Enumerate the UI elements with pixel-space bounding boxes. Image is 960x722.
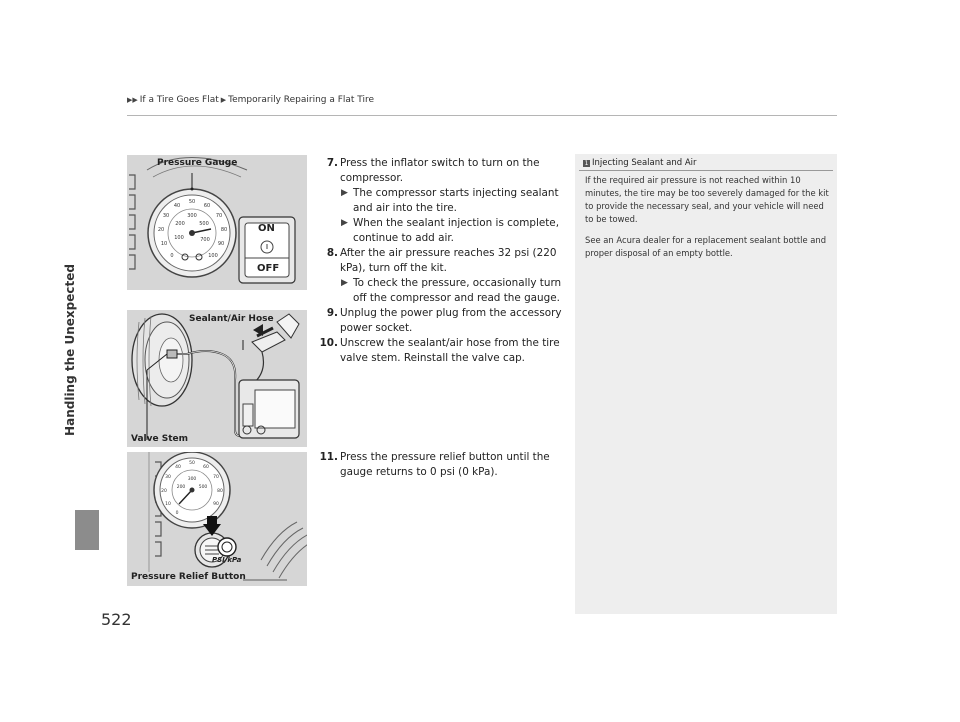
breadcrumb-item-flat-tire[interactable]: If a Tire Goes Flat xyxy=(139,95,219,105)
svg-text:0: 0 xyxy=(175,511,179,516)
breadcrumb-item-repair[interactable]: Temporarily Repairing a Flat Tire xyxy=(228,95,375,105)
chevron-right-icon: ▶ xyxy=(220,96,227,104)
pressure-relief-illustration xyxy=(127,452,307,586)
label-sealant-air-hose: Sealant/Air Hose xyxy=(189,314,274,324)
label-pressure-relief-button: Pressure Relief Button xyxy=(131,572,246,582)
svg-text:30: 30 xyxy=(162,213,170,219)
svg-text:200: 200 xyxy=(175,221,185,227)
substep: ▶ When the sealant injection is complete, continue to add air. xyxy=(341,217,559,244)
svg-text:50: 50 xyxy=(188,199,196,205)
psi-kpa-marking: PSI/kPa xyxy=(212,556,242,564)
switch-off-label: OFF xyxy=(257,263,280,274)
svg-text:80: 80 xyxy=(220,227,228,233)
step-10: 10. Unscrew the sealant/air hose from the tire valve stem. Reinstall the valve cap. xyxy=(319,337,560,364)
figure-pressure-relief xyxy=(127,452,307,586)
note-reference-icon: 1 xyxy=(584,160,589,167)
figure-sealant-hose xyxy=(127,310,307,447)
svg-text:100: 100 xyxy=(208,253,218,259)
svg-text:10: 10 xyxy=(165,502,171,507)
step-7: 7. Press the inflator switch to turn on the compressor. ▶ The compressor starts injecting sealant and air into the tire. ▶ When the sealant injection is complete, continue to add air. xyxy=(318,156,563,246)
section-tab[interactable] xyxy=(75,510,99,550)
note-box xyxy=(575,154,837,614)
step-8: 8. After the air pressure reaches 32 psi (220 kPa), turn off the kit. ▶ To check the pressure, occasionally turn off the compressor and read the gauge. xyxy=(326,247,562,304)
svg-text:70: 70 xyxy=(215,213,223,219)
note-body xyxy=(585,174,829,268)
step-11: 11. Press the pressure relief button until the gauge returns to 0 psi (0 kPa). xyxy=(319,451,550,478)
svg-text:90: 90 xyxy=(217,241,225,247)
step-9: 9. Unplug the power plug from the accessory power socket. xyxy=(326,307,562,334)
note-title: 1 Injecting Sealant and Air xyxy=(584,158,697,168)
header-divider xyxy=(127,115,837,116)
svg-text:100: 100 xyxy=(174,235,184,241)
substep: ▶ To check the pressure, occasionally turn off the compressor and read the gauge. xyxy=(341,277,562,304)
note-paragraph: See an Acura dealer for a replacement sealant bottle and proper disposal of an empty bottle. xyxy=(585,235,827,258)
svg-text:70: 70 xyxy=(213,475,219,480)
pressure-gauge-illustration xyxy=(127,155,307,290)
svg-text:0: 0 xyxy=(170,253,174,259)
svg-text:10: 10 xyxy=(160,241,168,247)
svg-text:300: 300 xyxy=(187,213,197,219)
svg-text:20: 20 xyxy=(161,489,167,494)
svg-text:500: 500 xyxy=(198,485,208,490)
svg-text:60: 60 xyxy=(203,465,209,470)
svg-text:500: 500 xyxy=(199,221,209,227)
triangle-bullet-icon: ▶ xyxy=(341,278,348,288)
switch-on-label: ON xyxy=(258,223,275,234)
svg-text:40: 40 xyxy=(173,203,181,209)
page-number: 522 xyxy=(101,610,132,629)
svg-text:90: 90 xyxy=(213,502,219,507)
svg-text:200: 200 xyxy=(176,485,186,490)
note-paragraph: If the required air pressure is not reached within 10 minutes, the tire may be too severely damaged for the kit to provide the necessary seal, and your vehicle will need to be towed. xyxy=(585,175,829,224)
svg-text:30: 30 xyxy=(165,475,171,480)
label-valve-stem: Valve Stem xyxy=(131,434,189,444)
section-side-label: Handling the Unexpected xyxy=(63,264,77,436)
substep: ▶ The compressor starts injecting sealant and air into the tire. xyxy=(341,187,559,214)
triangle-bullet-icon: ▶ xyxy=(341,188,348,198)
svg-text:50: 50 xyxy=(189,461,195,466)
chevron-right-icon: ▶▶ xyxy=(127,96,138,104)
svg-text:20: 20 xyxy=(157,227,165,233)
steps-list xyxy=(318,156,563,366)
triangle-bullet-icon: ▶ xyxy=(341,218,348,228)
svg-text:40: 40 xyxy=(175,465,181,470)
figure-pressure-gauge xyxy=(127,155,307,290)
svg-text:300: 300 xyxy=(187,477,197,482)
breadcrumb xyxy=(127,95,374,105)
svg-text:700: 700 xyxy=(200,237,210,243)
sealant-hose-illustration xyxy=(127,310,307,447)
svg-text:60: 60 xyxy=(203,203,211,209)
label-pressure-gauge: Pressure Gauge xyxy=(157,158,238,168)
note-divider xyxy=(579,170,833,171)
svg-text:80: 80 xyxy=(217,489,223,494)
